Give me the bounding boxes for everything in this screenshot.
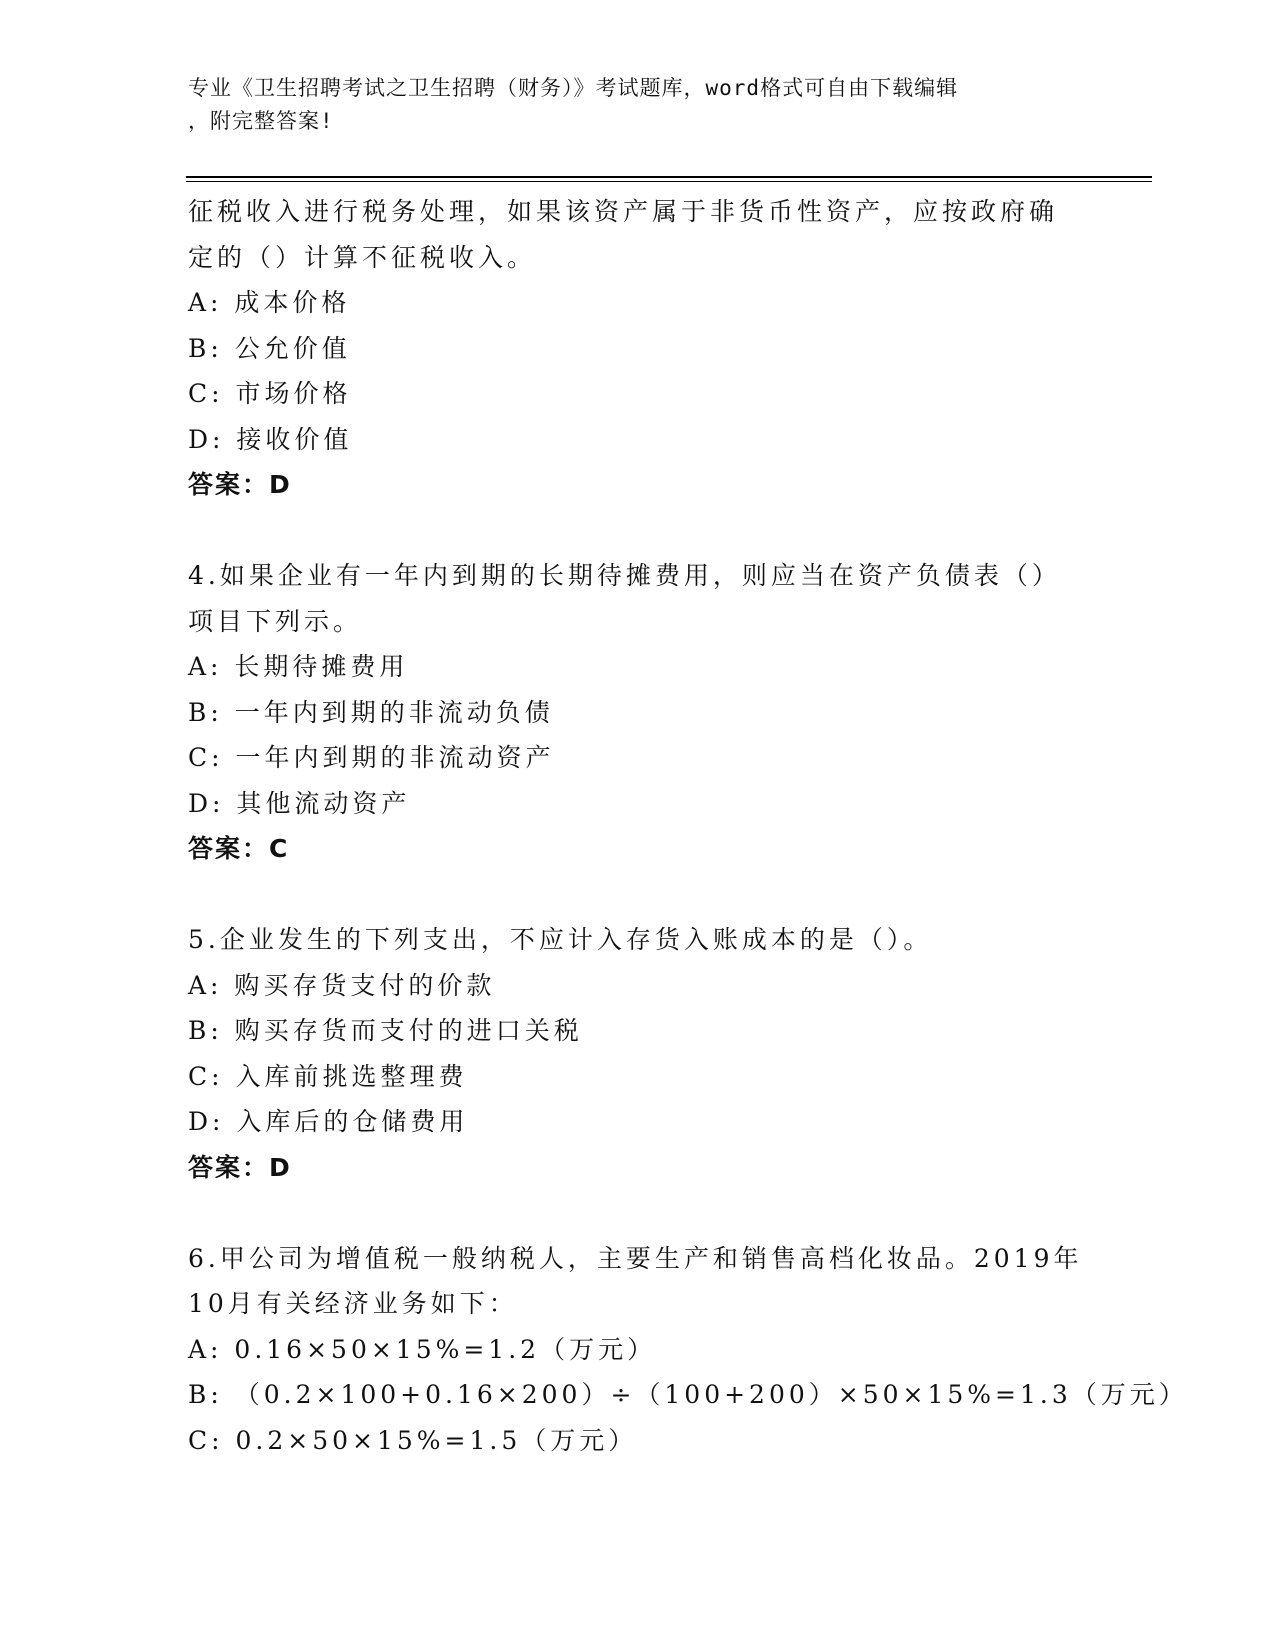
question-stem: 项目下列示。	[188, 606, 363, 636]
question-3	[188, 189, 1088, 508]
option-b: B: 购买存货而支付的进口关税	[188, 1016, 583, 1045]
document-header	[188, 72, 1068, 138]
question-stem: 4.如果企业有一年内到期的长期待摊费用，则应当在资产负债表（）	[188, 561, 1061, 590]
question-stem: 10月有关经济业务如下：	[188, 1289, 518, 1318]
spacer	[188, 872, 1088, 918]
question-stem: 6.甲公司为增值税一般纳税人，主要生产和销售高档化妆品。2019年	[188, 1243, 1083, 1273]
option-d: D: 入库后的仓储费用	[188, 1107, 469, 1136]
question-stem: 定的（）计算不征税收入。	[188, 242, 537, 272]
option-a: A: 购买存货支付的价款	[188, 970, 496, 1000]
question-stem: 5.企业发生的下列支出，不应计入存货入账成本的是（）。	[188, 925, 933, 954]
option-b: B: （0.2×100+0.16×200）÷（100+200）×50×15%=1.3（万元）	[188, 1380, 1188, 1409]
question-list	[188, 189, 1188, 1463]
option-d: D: 接收价值	[188, 424, 353, 454]
option-a: A: 长期待摊费用	[188, 652, 409, 681]
option-c: C: 0.2×50×15%=1.5（万元）	[188, 1425, 638, 1455]
header-title-line-2: ，附完整答案!	[188, 109, 334, 133]
option-b: B: 一年内到期的非流动负债	[188, 697, 554, 727]
option-c: C: 一年内到期的非流动资产	[188, 743, 555, 772]
question-6	[188, 1236, 1188, 1464]
question-4	[188, 553, 1088, 872]
header-title-line-1: 专业《卫生招聘考试之卫生招聘（财务）》考试题库，word格式可自由下载编辑	[188, 76, 959, 100]
answer-line: 答案：D	[188, 470, 292, 499]
answer-line: 答案：D	[188, 1152, 292, 1182]
spacer	[188, 508, 1088, 554]
question-5	[188, 917, 1088, 1190]
option-d: D: 其他流动资产	[188, 788, 411, 818]
spacer	[188, 1190, 1088, 1236]
option-c: C: 入库前挑选整理费	[188, 1061, 468, 1091]
answer-line: 答案：C	[188, 834, 290, 863]
header-double-rule	[186, 176, 1152, 182]
option-c: C: 市场价格	[188, 379, 352, 408]
option-a: A: 成本价格	[188, 288, 351, 317]
question-stem: 征税收入进行税务处理，如果该资产属于非货币性资产，应按政府确	[188, 197, 1059, 226]
option-b: B: 公允价值	[188, 333, 351, 363]
option-a: A: 0.16×50×15%=1.2（万元）	[188, 1334, 657, 1364]
